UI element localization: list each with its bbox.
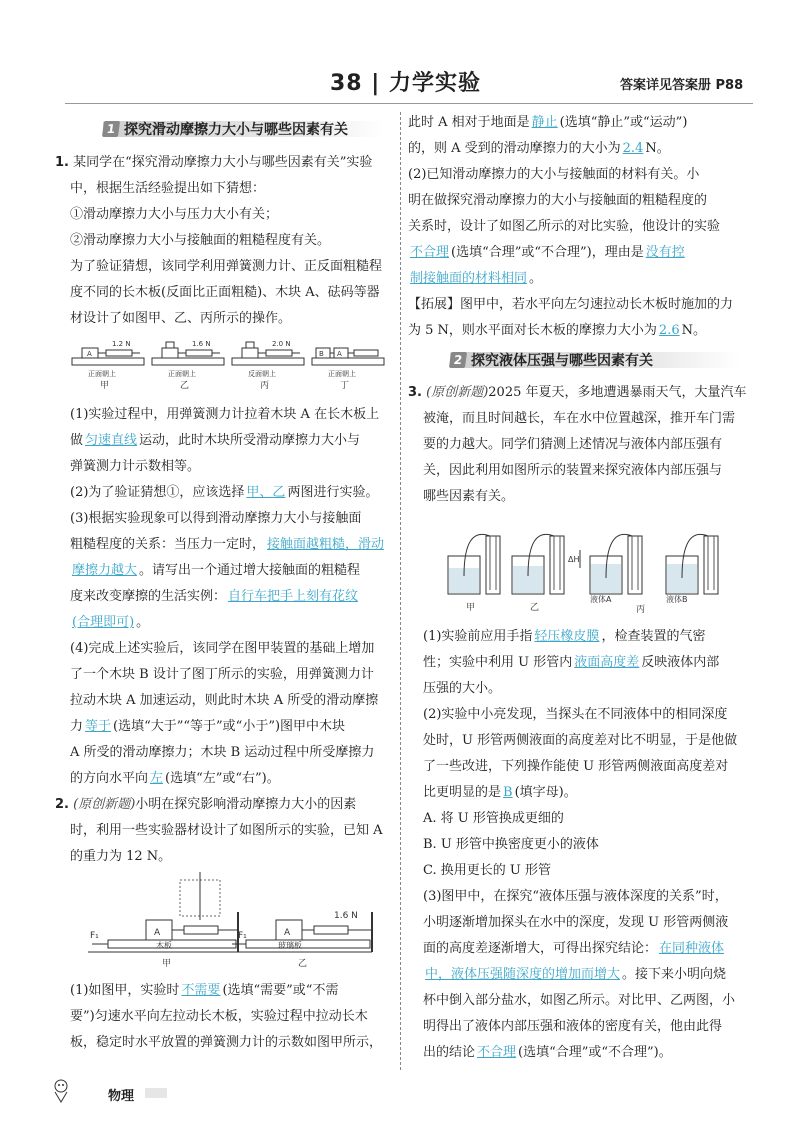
section-number: 2 [449, 352, 467, 368]
option-c: C. 换用更长的 U 形管 [423, 863, 551, 878]
question-3-parts: (1)实验前应用手指 轻压橡皮膜 ，检查装置的气密 性；实验中利用 U 形管内 液面高度差 反映液体内部 压强的大小。 (2)实验中小亮发现，当探头在不同液体中的相同深度 处时，U 形管两侧液面的高度差对比不明显，于是他做 了一些改进，下列操作能使 U 形管两侧液面高度差对 比更明显的是 B (填字母)。 A. 将 U 形管换成更细的 B. U 形管中换密度更小的液体 C. 换用更长的 U 形管 (3)图甲中，在探究“液体压强与液体深度的关系”时， 小明逐渐增加探头在水中的深度，发现 U 形管两侧液 面的高度差逐渐增大，可得出探究结论： 在同种液体 中，液体压强随深度的增加而增大 。接下来小明向烧 杯中倒入部分盐水，如图乙所示。对比甲、乙两图，小 明得出了液体内部压强和液体的密度有关，他由此得 出的结论 不合理 (选填“合理”或“不合理”)。 [408, 624, 758, 1066]
svg-text:乙: 乙 [530, 603, 540, 613]
svg-text:B: B [319, 350, 324, 358]
svg-text:乙: 乙 [180, 381, 190, 391]
question-3: 3. (原创新题)2025 年夏天，多地遭遇暴雨天气，大量汽车 被淹，而且时间越长，车在水中位置越深，推开车门需 要的力越大。同学们猜测上述情况与液体内部压强有 关，因此利用如图所示的装置来探究液体内部压强与 哪些因素有关。 [408, 385, 747, 504]
svg-text:ΔH: ΔH [568, 555, 580, 564]
answer-blank: 在同种液体 [659, 941, 725, 956]
question-1: 1. 某同学在“探究滑动摩擦力大小与哪些因素有关”实验 中，根据生活经验提出如下猜想： ①滑动摩擦力大小与压力大小有关； ②滑动摩擦力大小与接触面的粗糙程度有关。 为了验证猜想，该同学利用弹簧测力计、正反面粗糙程 度不同的长木板(反面比正面粗糙)、木块 A、砝码等器 材设计了如图甲、乙、丙所示的操作。 [55, 155, 383, 326]
question-2-continued: 此时 A 相对于地面是 静止 (选填“静止”或“运动”) 的，则 A 受到的滑动摩擦力的大小为 2.4 N。 (2)已知滑动摩擦力的大小与接触面的材料有关。小 明在做探究滑动摩擦力的大小与接触面的粗糙程度的 关系时，设计了如图乙所示的对比实验，他设计的实验 不合理 (选填“合理”或“不合理”)，理由是 没有控 制接触面的材料相同 。 【拓展】图甲中，若水平向左匀速拉动长木板时施加的力 为 5 N，则水平面对长木板的摩擦力大小为 2.6 N。 [408, 115, 734, 338]
q1-figure [68, 336, 398, 398]
answer-blank: 等于 [85, 719, 112, 734]
svg-text:丙: 丙 [636, 605, 646, 615]
question-2: 2. (原创新题)小明在探究影响滑动摩擦力大小的因素 时，利用一些实验器材设计了如图所示的实验，已知 A 的重力为 12 N。 [55, 797, 383, 864]
answer-blank: 匀速直线 [85, 433, 138, 448]
q2-figure [88, 872, 388, 972]
question-2-part1: (1)如图甲，实验时 不需要 (选填“需要”或“不需 要”)匀速水平向左拉动长木板，实验过程中拉动长木 板，稳定时水平放置的弹簧测力计的示数如图甲所示， [70, 983, 383, 1050]
section-heading-friction [103, 118, 383, 140]
footer-mark [145, 1088, 167, 1098]
header-rule [65, 103, 753, 104]
section-heading-pressure [450, 349, 740, 371]
mascot-icon [50, 1078, 72, 1104]
svg-text:正面朝上: 正面朝上 [88, 370, 116, 378]
svg-text:乙: 乙 [298, 959, 308, 969]
q3-figure [440, 516, 740, 616]
svg-text:木板: 木板 [156, 941, 172, 950]
option-b: B. U 形管中换密度更小的液体 [423, 837, 599, 852]
answer-blank: (合理即可) [72, 615, 135, 630]
answer-blank: 摩擦力越大 [72, 563, 138, 578]
answer-reference: 答案详见答案册 P88 [620, 78, 744, 93]
svg-text:正面朝上: 正面朝上 [328, 370, 356, 378]
svg-text:A: A [284, 928, 291, 938]
answer-blank: 甲、乙 [246, 485, 286, 500]
question-1-parts: (1)实验过程中，用弹簧测力计拉着木块 A 在长木板上 做 匀速直线 运动，此时木块所受滑动摩擦力大小与 弹簧测力计示数相等。 (2)为了验证猜想①，应该选择 甲、乙 两图进行实验。 (3)根据实验现象可以得到滑动摩擦力大小与接触面 粗糙程度的关系：当压力一定时， 接触面越粗糙，滑动 摩擦力越大 。请写出一个通过增大接触面的粗糙程 度来改变摩擦的生活实例： 自行车把手上刻有花纹 (合理即可) 。 (4)完成上述实验后，该同学在图甲装置的基础上增加 了一个木块 B 设计了图丁所示的实验，用弹簧测力计 拉动木块 A 加速运动，则此时木块 A 所受的滑动摩擦 力 等于 (选填“大于”“等于”或“小于”)图甲中木块 A 所受的滑动摩擦力；木块 B 运动过程中所受摩擦力 的方向水平向 左 (选填“左”或“右”)。 [70, 407, 385, 786]
option-a: A. 将 U 形管换成更细的 [423, 811, 564, 826]
page-title: 38 | 力学实验 [330, 71, 481, 96]
force-reading-jia: 1.2 N [112, 340, 131, 348]
answer-blank: 不合理 [477, 1045, 517, 1060]
svg-text:甲: 甲 [100, 381, 110, 391]
answer-blank: B [503, 785, 513, 800]
svg-text:玻璃板: 玻璃板 [278, 941, 302, 950]
answer-blank: 液面高度差 [574, 655, 640, 670]
svg-text:正面朝上: 正面朝上 [168, 370, 196, 378]
answer-blank: 中，液体压强随深度的增加而增大 [425, 967, 621, 982]
svg-text:甲: 甲 [466, 603, 476, 613]
svg-text:液体B: 液体B [666, 595, 688, 604]
answer-blank: 左 [150, 771, 164, 786]
answer-blank: 不合理 [410, 245, 450, 260]
svg-text:丙: 丙 [260, 381, 270, 391]
column-divider [400, 112, 401, 1070]
answer-blank: 不需要 [181, 983, 221, 998]
answer-blank: 静止 [531, 115, 558, 130]
section-number: 1 [102, 121, 120, 137]
answer-blank: 没有控 [645, 245, 685, 260]
answer-blank: 接触面越粗糙，滑动 [267, 537, 385, 552]
force-reading-yi: 1.6 N [192, 340, 211, 348]
answer-blank: 制接触面的材料相同 [410, 271, 528, 286]
answer-blank: 2.6 [658, 323, 680, 338]
svg-text:甲: 甲 [162, 959, 172, 969]
section-title: 探究液体压强与哪些因素有关 [471, 353, 653, 369]
answer-blank: 2.4 [622, 141, 644, 156]
force-reading: 1.6 N [334, 911, 358, 921]
footer-subject: 物理 [108, 1089, 135, 1104]
svg-text:F₁: F₁ [238, 931, 247, 941]
answer-blank: 自行车把手上刻有花纹 [228, 589, 359, 604]
svg-text:液体A: 液体A [590, 595, 612, 604]
section-title: 探究滑动摩擦力大小与哪些因素有关 [124, 122, 348, 138]
force-reading-bing: 2.0 N [272, 340, 291, 348]
svg-text:A: A [337, 350, 342, 358]
svg-text:A: A [154, 928, 161, 938]
answer-blank: 轻压橡皮膜 [534, 629, 600, 644]
svg-text:反面朝上: 反面朝上 [248, 370, 276, 378]
svg-text:F₁: F₁ [90, 931, 99, 941]
svg-text:A: A [87, 350, 92, 358]
svg-text:丁: 丁 [340, 381, 350, 391]
